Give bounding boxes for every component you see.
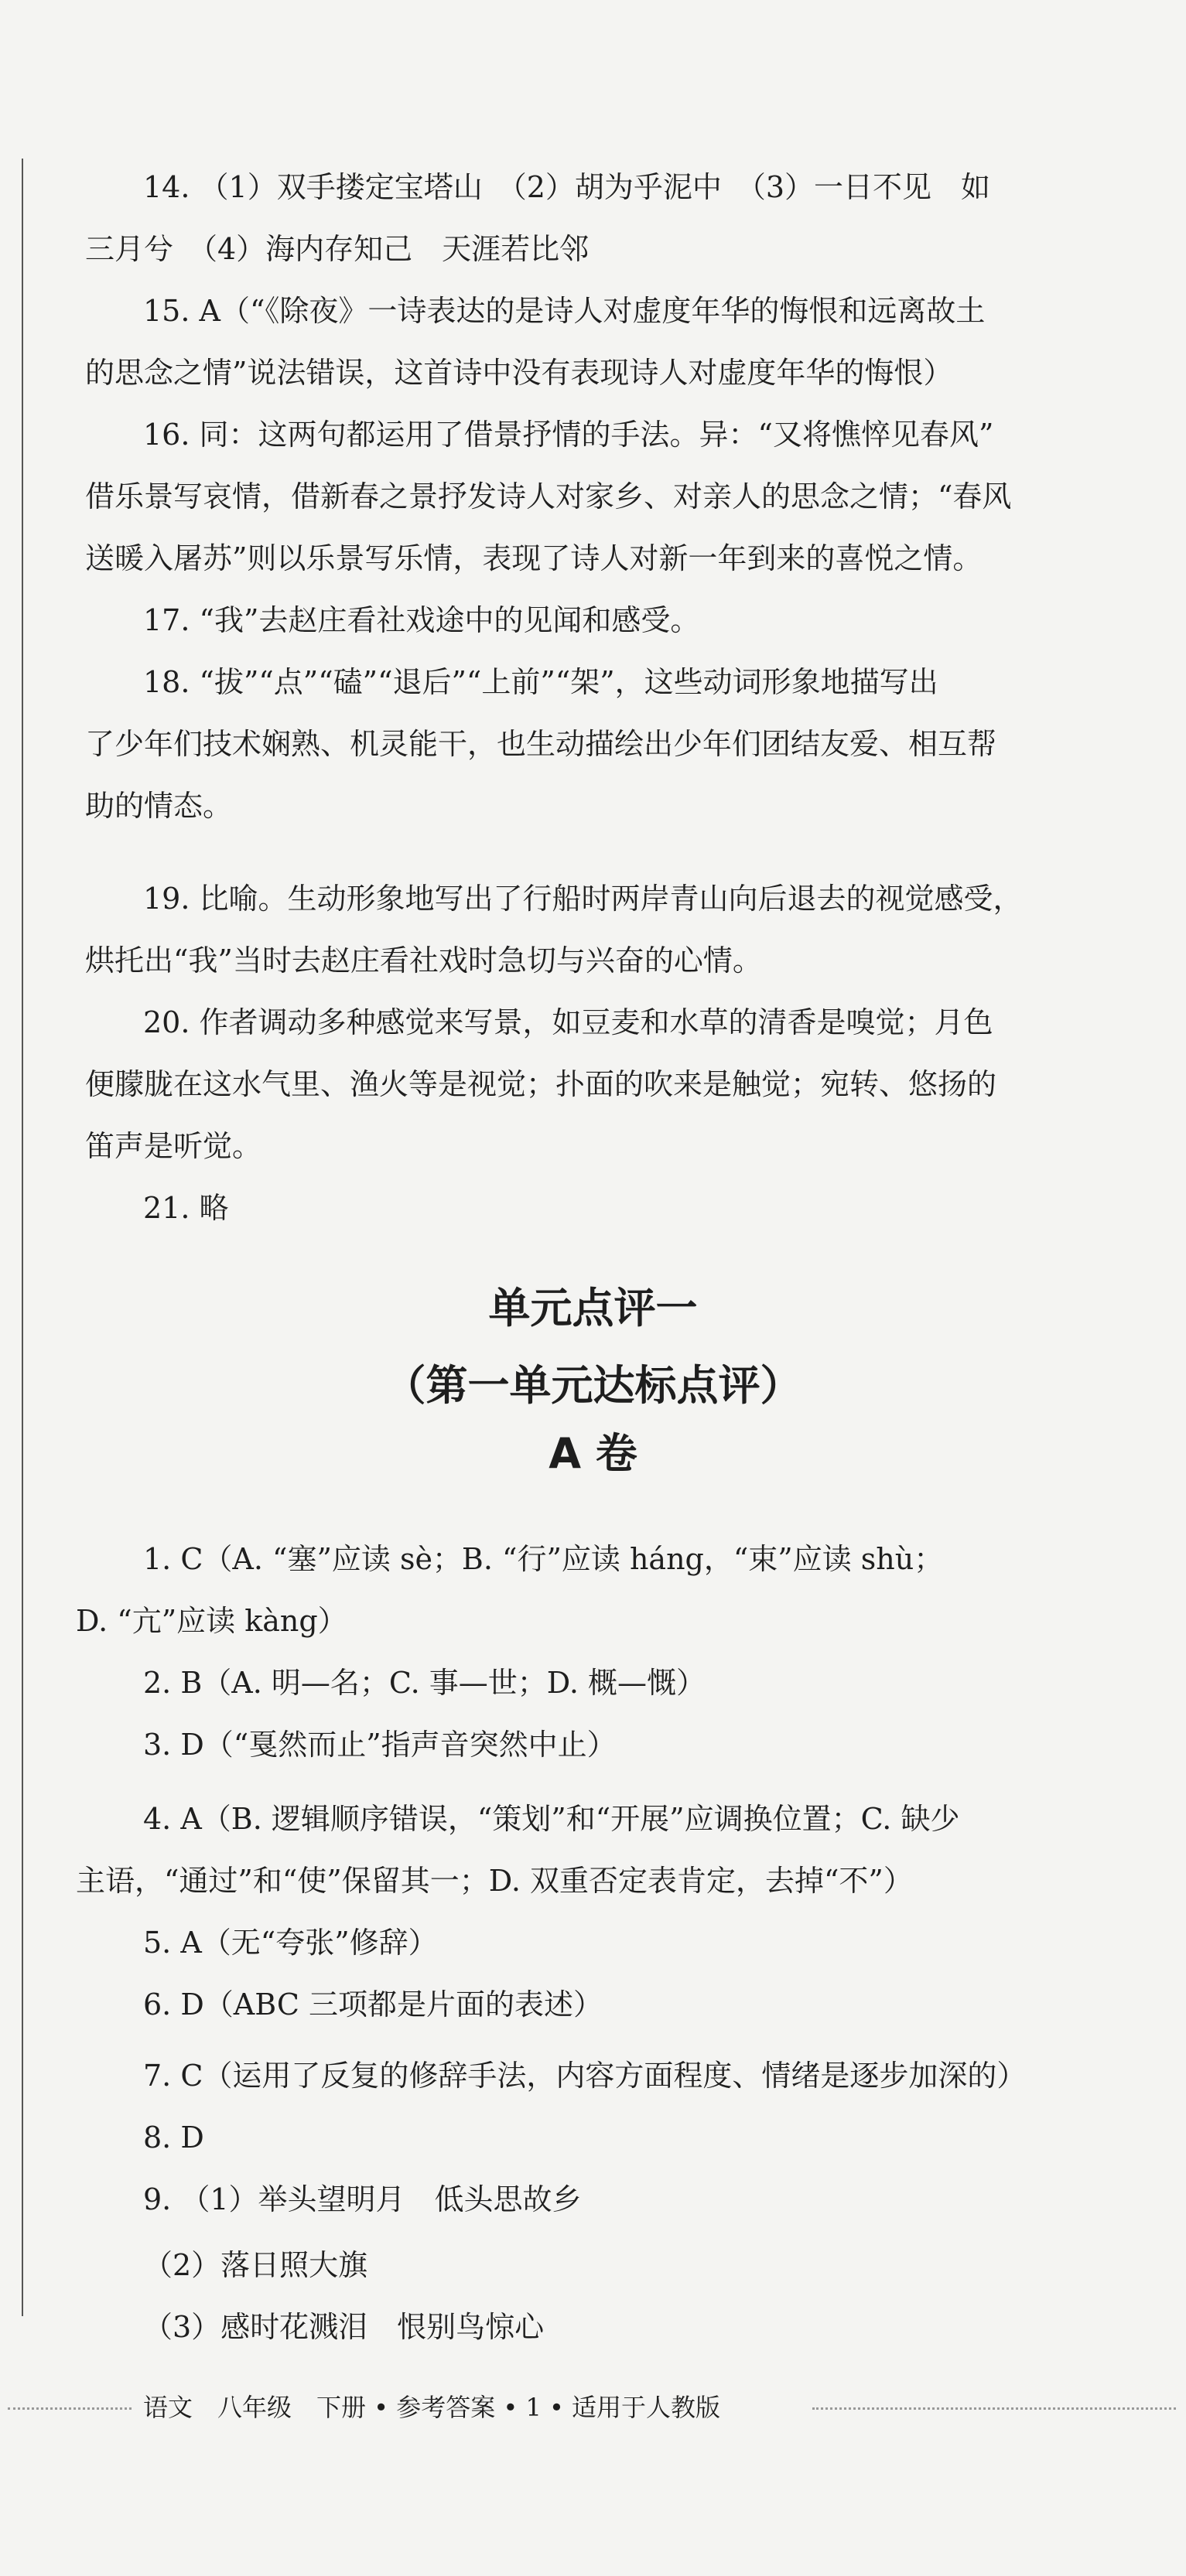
section-subtitle: （第一单元达标点评） xyxy=(384,1361,802,1410)
answer-line: 了少年们技术娴熟、机灵能干，也生动描绘出少年们团结友爱、相互帮 xyxy=(85,727,997,761)
answer-line: 主语，“通过”和“使”保留其一；D. 双重否定表肯定，去掉“不”） xyxy=(76,1864,913,1898)
answer-line: 14. （1）双手搂定宝塔山 （2）胡为乎泥中 （3）一日不见 如 xyxy=(143,170,991,204)
answer-line: 19. 比喻。生动形象地写出了行船时两岸青山向后退去的视觉感受， xyxy=(143,882,1023,916)
answer-line: 便朦胧在这水气里、渔火等是视觉；扑面的吹来是触觉；宛转、悠扬的 xyxy=(85,1067,997,1101)
answer-line: 21. 略 xyxy=(143,1191,229,1225)
answer-line: 1. C（A. “塞”应读 sè；B. “行”应读 háng，“束”应读 shù； xyxy=(143,1542,944,1576)
footer-divider-left xyxy=(8,2407,132,2410)
answer-line: 笛声是听觉。 xyxy=(85,1129,262,1163)
section-title: 单元点评一 xyxy=(488,1284,698,1332)
answer-line: 4. A（B. 逻辑顺序错误，“策划”和“开展”应调换位置；C. 缺少 xyxy=(143,1802,960,1836)
answer-line: 送暖入屠苏”则以乐景写乐情，表现了诗人对新一年到来的喜悦之情。 xyxy=(85,541,983,575)
answer-line: 16. 同：这两句都运用了借景抒情的手法。异：“又将憔悴见春风” xyxy=(143,418,994,452)
answer-line: 9. （1）举头望明月 低头思故乡 xyxy=(143,2182,582,2216)
page-footer xyxy=(0,2388,1186,2427)
answer-line: 8. D xyxy=(143,2121,204,2155)
answer-line: 18. “拔”“点”“磕”“退后”“上前”“架”，这些动词形象地描写出 xyxy=(143,665,938,699)
answer-line: 三月兮 （4）海内存知己 天涯若比邻 xyxy=(85,232,590,266)
answer-line: 5. A（无“夸张”修辞） xyxy=(143,1926,438,1960)
answer-line: 借乐景写哀情，借新春之景抒发诗人对家乡、对亲人的思念之情；“春风 xyxy=(85,479,1012,513)
answer-line: 20. 作者调动多种感觉来写景，如豆麦和水草的清香是嗅觉；月色 xyxy=(143,1005,993,1039)
answer-line: 烘托出“我”当时去赵庄看社戏时急切与兴奋的心情。 xyxy=(85,943,762,978)
answer-line: 6. D（ABC 三项都是片面的表述） xyxy=(143,1987,603,2022)
answer-line: 7. C（运用了反复的修辞手法，内容方面程度、情绪是逐步加深的） xyxy=(143,2059,1027,2093)
footer-divider-right xyxy=(812,2407,1176,2410)
answer-line: 15. A（“《除夜》一诗表达的是诗人对虚度年华的悔恨和远离故土 xyxy=(143,294,986,328)
answer-line: 的思念之情”说法错误，这首诗中没有表现诗人对虚度年华的悔恨） xyxy=(85,356,953,390)
answer-line: 助的情态。 xyxy=(85,789,233,823)
footer-text: 语文 八年级 下册 • 参考答案 • 1 • 适用于人教版 xyxy=(143,2393,721,2422)
answer-line: （2）落日照大旗 xyxy=(143,2248,368,2282)
answer-line: 3. D（“戛然而止”指声音突然中止） xyxy=(143,1728,617,1762)
volume-label: A 卷 xyxy=(549,1429,637,1478)
answer-line: （3）感时花溅泪 恨别鸟惊心 xyxy=(143,2310,545,2344)
answer-line: 2. B（A. 明—名；C. 事—世；D. 概—慨） xyxy=(143,1666,706,1700)
answer-line: D. “亢”应读 kàng） xyxy=(76,1604,347,1638)
answer-line: 17. “我”去赵庄看社戏途中的见闻和感受。 xyxy=(143,603,700,637)
